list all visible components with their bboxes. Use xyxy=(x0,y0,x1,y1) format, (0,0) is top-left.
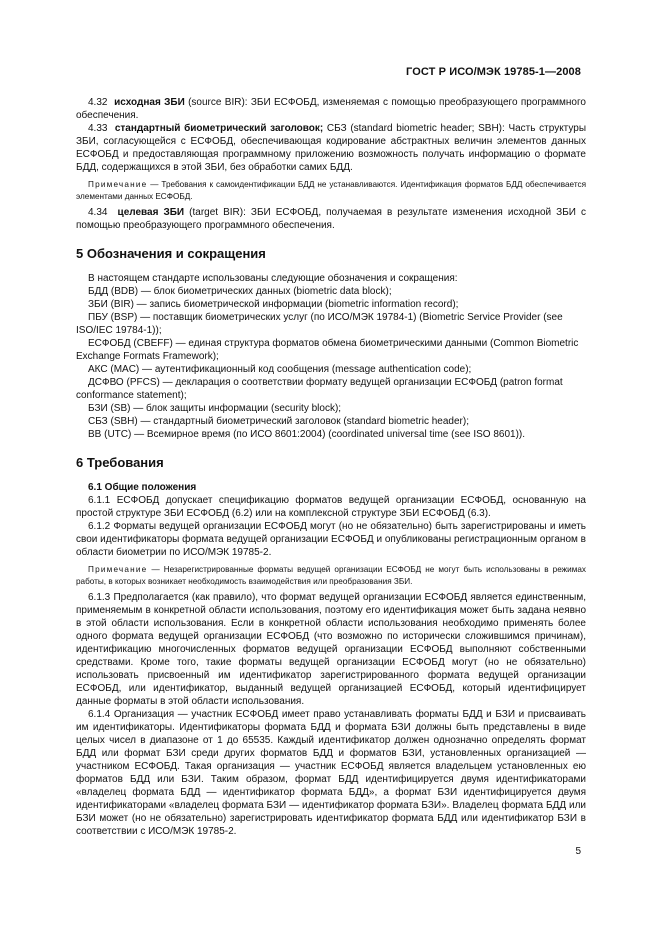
definition-text: (target BIR): ЗБИ ЕСФОБД, получаемая в результате изменения исходной ЗБИ с помощью преобразующего программного обеспечения. xyxy=(76,207,587,231)
standard-header: ГОСТ Р ИСО/МЭК 19785-1—2008 xyxy=(406,66,581,78)
abbreviation-item: АКС (MAC) — аутентификационный код сообщения (message authentication code); xyxy=(88,364,472,375)
definition-4-32 xyxy=(76,96,586,122)
note-6-1-2 xyxy=(76,564,586,588)
abbreviations-intro: В настоящем стандарте использованы следующие обозначения и сокращения: xyxy=(88,273,458,284)
note-label: Примечание xyxy=(88,565,148,574)
abbreviation-item: БЗИ (SB) — блок защиты информации (security block); xyxy=(88,403,342,414)
abbreviation-item: БДД (BDB) — блок биометрических данных (biometric data block); xyxy=(88,286,392,297)
paragraph-6-1-4: 6.1.4 Организация — участник ЕСФОБД имеет право устанавливать форматы БДД и БЗИ и присваивать им идентификаторы. Идентификаторы формата БДД и формата БЗИ должны быть представлены в виде целых чисел в диапазоне от 1 до 65535. Каждый идентификатор должен однозначно определять формат БДД или формат БЗИ среди других форматов БДД и форматов БЗИ, установленных организацией — участником ЕСФОБД. Такая организация — участник ЕСФОБД является владельцем установленных ею форматов БДД или БЗИ. Таким образом, формат БДД идентифицируется двумя идентификаторами «владелец формата БДД — идентификатор формата БДД», а формат БЗИ идентифицируется двумя идентификаторами «владелец формата БЗИ — идентификатор формата БЗИ». Владелец формата БДД или БЗИ может (но не обязательно) зарегистрировать идентификатор формата БДД или идентификатор БЗИ в соответствии с ИСО/МЭК 19785-2. xyxy=(76,709,586,837)
paragraph-6-1-2: 6.1.2 Форматы ведущей организации ЕСФОБД могут (но не обязательно) быть зарегистрированы и иметь свои идентификаторы формата ведущей организации ЕСФОБД и опубликованы регистрационным органом в области биометрии по ИСО/МЭК 19785-2. xyxy=(76,521,586,558)
definition-term: стандартный биометрический заголовок; xyxy=(114,123,324,134)
section-6-title: 6 Требования xyxy=(76,455,164,470)
abbreviations-list xyxy=(76,272,586,441)
note-4-33 xyxy=(76,179,586,203)
note-text: — Требования к самоидентификации БДД не устанавливаются. Идентификация форматов БДД обеспечивается элементами данных ЕСФОБД. xyxy=(76,180,586,201)
abbreviation-item: ПБУ (BSP) — поставщик биометрических услуг (по ИСО/МЭК 19784-1) (Biometric Service Provider (see ISO/IEC 19784-1)); xyxy=(76,312,563,336)
section-5-title: 5 Обозначения и сокращения xyxy=(76,246,266,261)
subsection-6-1-title: 6.1 Общие положения xyxy=(88,482,197,493)
definition-4-34 xyxy=(76,206,586,232)
definition-term: исходная ЗБИ xyxy=(114,97,185,108)
abbreviation-item: ЗБИ (BIR) — запись биометрической информации (biometric information record); xyxy=(88,299,459,310)
definition-term: целевая ЗБИ xyxy=(117,207,185,218)
abbreviation-item: ЕСФОБД (CBEFF) — единая структура форматов обмена биометрическими данными (Common Biometric Exchange Formats Framework); xyxy=(76,338,579,362)
note-label: Примечание xyxy=(88,180,148,189)
definition-number: 4.33 xyxy=(88,123,108,134)
definition-number: 4.32 xyxy=(88,97,108,108)
definition-text: СБЗ (standard biometric header; SBH): Часть структуры ЗБИ, согласующейся с ЕСФОБД, обеспечивающая кодирование абстрактных величин элементов данных ЕСФОБД и предоставляющая программному приложению возможность получать информацию о формате БДД, содержащихся в этой ЗБИ, без обработки самих БДД. xyxy=(76,123,587,173)
abbreviation-item: ВВ (UTC) — Всемирное время (по ИСО 8601:2004) (coordinated universal time (see ISO 8601)). xyxy=(88,429,526,440)
paragraph-6-1-3: 6.1.3 Предполагается (как правило), что формат ведущей организации ЕСФОБД является единственным, применяемым в конкретной области использования, поэтому его идентификация может быть задана неявно в этой области использования. Если в конкретной области использования необходимо применять более одного формата ведущей организации ЕСФОБД (что возможно по исторически сложившимся причинам), идентификацию многочисленных форматов ведущей организации ЕСФОБД выполняют собственными средствами. Кроме того, такие форматы ведущей организации ЕСФОБД могут (но не обязательно) использовать присвоенный им идентификатор зарегистрированного формата ведущей организации ЕСФОБД, или идентификатор, выданный ведущей организацией ЕСФОБД, который идентифицирует данные форматы в этой области использования. xyxy=(76,592,586,707)
abbreviation-item: ДСФВО (PFCS) — декларация о соответствии формату ведущей организации ЕСФОБД (patron format conformance statement); xyxy=(76,377,563,401)
abbreviation-item: СБЗ (SBH) — стандартный биометрический заголовок (standard biometric header); xyxy=(88,416,469,427)
definition-text: (source BIR): ЗБИ ЕСФОБД, изменяемая с помощью преобразующего программного обеспечения. xyxy=(76,97,586,121)
definition-4-33 xyxy=(76,122,586,174)
note-text: — Незарегистрированные форматы ведущей организации ЕСФОБД не могут быть использованы в режимах работы, в которых возникает необходимость взаимодействия или преобразования ЗБИ. xyxy=(76,565,586,586)
page-content xyxy=(76,96,586,838)
page-number: 5 xyxy=(575,846,581,857)
paragraph-6-1-1: 6.1.1 ЕСФОБД допускает спецификацию форматов ведущей организации ЕСФОБД, основанную на простой структуре ЗБИ ЕСФОБД (6.2) или на комплексной структуре ЗБИ ЕСФОБД (6.3). xyxy=(76,495,586,519)
definition-number: 4.34 xyxy=(88,207,108,218)
